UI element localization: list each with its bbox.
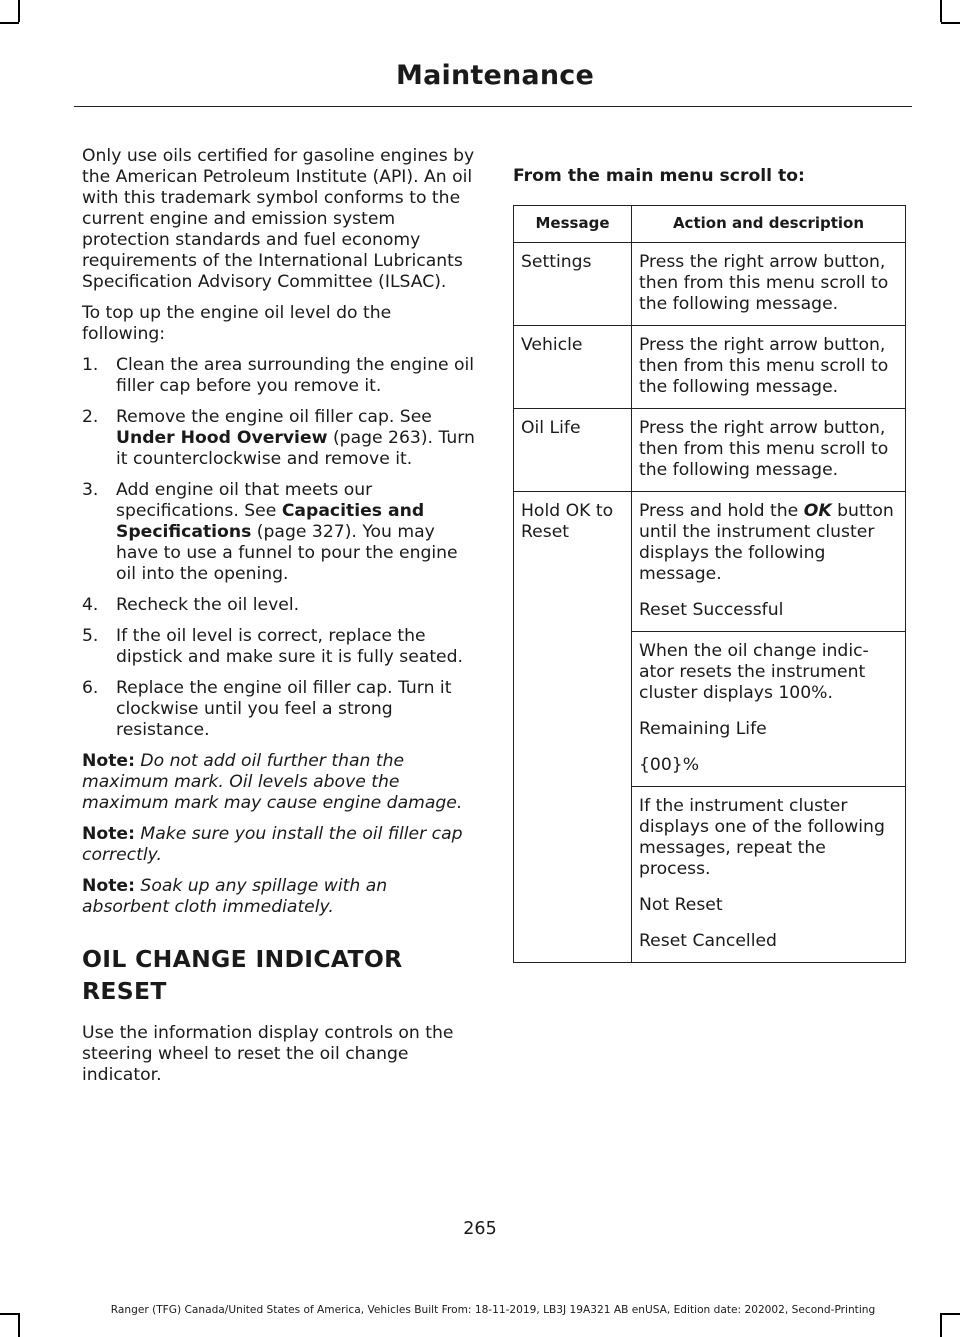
step-text-part: Remove the engine oil filler cap. See [116,407,432,427]
step-text [116,480,476,585]
action-text: When the oil change indic-ator resets the instrument cluster displays 100%. [639,641,869,703]
step-number: 4. [82,595,99,615]
step-text: Recheck the oil level. [116,595,300,615]
note [82,751,476,814]
action-cell: Press the right arrow button, then from this menu scroll to the following message. [632,243,906,326]
step-text-part: (page 263). Turn it counterclockwise and remove it. [116,428,475,469]
action-text [639,501,899,585]
header-divider [74,106,912,107]
message-cell: Hold OK to Reset [514,492,632,963]
column-header-message: Message [514,206,632,243]
display-message: {00}% [639,755,700,775]
list-item [82,480,476,585]
table-row [514,243,906,326]
message-cell: Vehicle [514,326,632,409]
under-hood-overview-link[interactable]: Under Hood Overview [116,428,328,448]
capacities-specifications-link[interactable]: Capacities and Specifications [116,501,425,542]
step-text-part: Add engine oil that meets our specifications. See [116,480,373,521]
right-column [513,166,906,963]
instruction-paragraph: To top up the engine oil level do the following: [82,303,392,344]
step-number: 1. [82,355,99,375]
display-message: Remaining Life [639,719,767,739]
page-title: Maintenance [396,60,594,91]
action-text: If the instrument cluster displays one of the following messages, repeat the process. [639,796,885,879]
display-message: Reset Successful [639,600,784,620]
table-intro: From the main menu scroll to: [513,166,805,186]
list-item [82,355,476,397]
action-cell [632,632,906,787]
step-text: Clean the area surrounding the engine oil filler cap before you remove it. [116,355,475,396]
action-cell [632,787,906,963]
section-heading [82,945,476,1005]
step-number: 5. [82,626,99,646]
intro-paragraph: Only use oils certified for gasoline engines by the American Petroleum Institute (API). An oil with this trademark symbol conforms to the current engine and emission system protection standards and fuel economy requirements of the International Lubricants Specification Advisory Committee (ILSAC). [82,146,475,292]
note [82,824,476,866]
steps-list [82,355,476,741]
message-cell: Oil Life [514,409,632,492]
list-item [82,595,476,616]
display-message: Not Reset [639,895,723,915]
crop-mark [940,1313,942,1337]
step-text-part: (page 327). You may have to use a funnel to pour the engine oil into the opening. [116,522,458,584]
list-item [82,626,476,668]
table-row [514,326,906,409]
display-message: Reset Cancelled [639,931,777,951]
message-cell: Settings [514,243,632,326]
action-cell: Press the right arrow button, then from this menu scroll to the following message. [632,409,906,492]
list-item [82,678,476,741]
column-header-action: Action and description [632,206,906,243]
section-heading-line: RESET [82,977,167,1005]
crop-mark [0,22,19,24]
crop-mark [18,0,20,22]
crop-mark [18,1313,20,1337]
footer-text: Ranger (TFG) Canada/United States of America, Vehicles Built From: 18-11-2019, LB3J 19A321 AB enUSA, Edition date: 202002, Second-Printing [110,1304,876,1316]
step-text [116,407,476,470]
message-table [513,205,906,963]
note-label: Note: [82,876,135,896]
table-row [514,409,906,492]
crop-mark [940,0,942,22]
reset-paragraph: Use the information display controls on the steering wheel to reset the oil change indicator. [82,1023,454,1085]
step-number: 2. [82,407,99,427]
step-text: If the oil level is correct, replace the dipstick and make sure it is fully seated. [116,626,464,667]
crop-mark [941,22,960,24]
note-label: Note: [82,824,135,844]
left-column [82,146,476,1096]
action-cell: Press the right arrow button, then from this menu scroll to the following message. [632,326,906,409]
ok-label: OK [803,501,832,521]
note-text: Make sure you install the oil filler cap correctly. [82,824,463,865]
step-number: 6. [82,678,99,698]
step-number: 3. [82,480,99,500]
table-row [514,492,906,632]
page-number: 265 [463,1219,497,1239]
action-text-part: Press and hold the [639,501,804,521]
step-text: Replace the engine oil filler cap. Turn it clockwise until you feel a strong resistance. [116,678,452,740]
note-label: Note: [82,751,135,771]
list-item [82,407,476,470]
table-header-row [514,206,906,243]
action-text-part: button until the instrument cluster displays the following message. [639,501,894,584]
action-cell [632,492,906,632]
note-text: Soak up any spillage with an absorbent cloth immediately. [82,876,388,917]
note-text: Do not add oil further than the maximum mark. Oil levels above the maximum mark may cause engine damage. [82,751,463,813]
note [82,876,476,918]
section-heading-line: OIL CHANGE INDICATOR [82,945,403,973]
